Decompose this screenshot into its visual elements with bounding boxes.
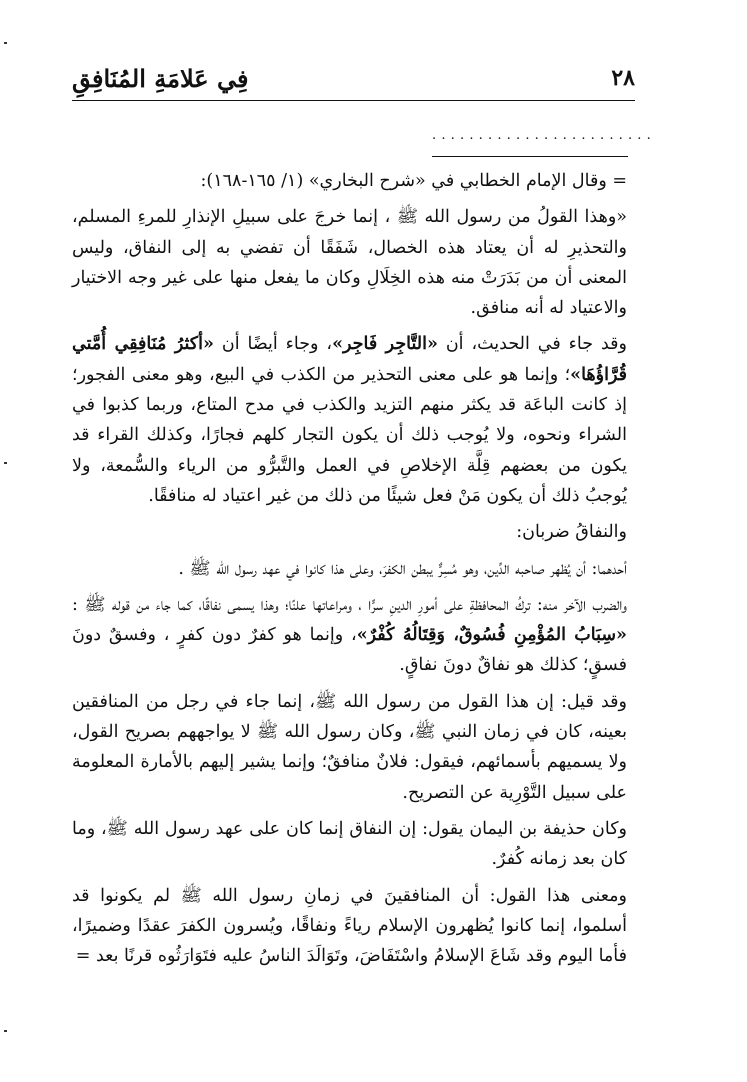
- text-segment: ومعنى هذا القول: أن المنافقينَ في زمانِ رسول الله ﷺ لم يكونوا قد أسلموا، إنما كانوا يُظهرون الإسلام رياءً ونفاقًا، ويُسرون الكفرَ عقدًا وضميرًا، فأما اليوم وقد شَاعَ الإسلامُ واسْتَفَاضَ، وتَوَالَدَ الناسُ عليه فتَوَارَثُوه قرنًا بعد =: [72, 885, 627, 967]
- text-segment: والنفاقُ ضربان:: [516, 522, 627, 543]
- quoted-hadith: «التَّاجِر فَاجِر»: [332, 334, 438, 355]
- text-segment: وقد قيل: إن هذا القول من رسول الله ﷺ، إنما جاء في رجل من المنافقين بعينه، كان في زمان النبي ﷺ، وكان رسول الله ﷺ لا يواجههم بصريح القول، ولا يسميهم بأسمائهم، فيقول: فلانٌ منافقٌ؛ وإنما يشير إليهم بالأمارة المعلومة على سبيل التَّوْرِية عن التصريح.: [72, 691, 627, 803]
- scan-mark: [4, 1030, 7, 1032]
- separator-dots: ........................: [432, 128, 656, 143]
- paragraph: [72, 881, 627, 972]
- footnote-text: [72, 166, 627, 977]
- paragraph: [72, 166, 627, 196]
- scan-mark: [4, 42, 7, 44]
- text-segment: ، وإنما هو كفرٌ دون كفرٍ ، وفسقٌ دونَ فسقٍ؛ كذلك هو نفاقٌ دونَ نفاقٍ.: [72, 625, 627, 676]
- text-segment: ؛ وإنما هو على معنى التحذير من الكذب في البيع، وهو معنى الفجور؛ إذ كانت الباعَة قد يكثر منهم التزيد والكذب في مدح المتاع، وربما كذبوا في الشراء ونحوه، ولا يُوجب ذلك أن يكون التجار كلهم فجارًا، وكذلك القراء قد يكون من بعضهم قِلَّة الإخلاصِ في العمل والتَّبرُّو من الرياء والسُّمعة، ولا يُوجبُ ذلك أن يكون مَنْ فعل شيئًا من ذلك من غير اعتياد له منافقًا.: [72, 364, 627, 506]
- text-segment: أحدهما: أن يُظهر صاحبه الدِّين، وهو مُسِرٌّ يبطن الكفرَ، وعلى هذا كانوا في عهد رسول الله ﷺ .: [178, 558, 627, 579]
- paragraph: [72, 814, 627, 875]
- text-segment: وكان حذيفة بن اليمان يقول: إن النفاق إنما كان على عهد رسول الله ﷺ، وما كان بعد زمانه كُفرٌ.: [72, 818, 627, 870]
- paragraph: [72, 590, 627, 681]
- paragraph: [72, 554, 627, 584]
- quoted-hadith: «أكثرُ مُنَافِقِي أُمَّتي قُرَّاؤُهَا»: [72, 334, 627, 385]
- paragraph: [72, 687, 627, 808]
- text-segment: والضرب الآخر منه: تركُ المحافظةِ على أمورِ الدينِ سرًّا ، ومراعاتها علنًا؛ وهذا يسمى نفاقًا، كما جاء من قوله ﷺ :: [72, 594, 627, 615]
- scan-mark: [4, 462, 7, 464]
- text-segment: ، وجاء أيضًا أن: [213, 334, 333, 355]
- text-segment: «وهذا القولُ من رسول الله ﷺ ، إنما خرجَ على سبيلِ الإنذارِ للمرءِ المسلم، والتحذيرِ له أن يعتاد هذه الخصال، شَفَقًا أن تفضي به إلى النفاق، وليس المعنى أن من بَدَرَتْ منه هذه الخِلَالِ وكان ما يفعل منها على غير وجه الاختيار والاعتياد له أنه منافق.: [72, 207, 627, 319]
- text-segment: = وقال الإمام الخطابي في «شرح البخاري» (١/ ١٦٥-١٦٨):: [200, 171, 627, 191]
- text-segment: وقد جاء في الحديث، أن: [437, 334, 627, 355]
- page-header: [72, 56, 635, 100]
- paragraph: [72, 329, 627, 511]
- footnote-divider: [432, 156, 628, 157]
- quoted-hadith: «سِبَابُ المُؤْمِنِ فُسُوقٌ، وَقِتَالُهُ كُفْرٌ»: [356, 625, 627, 646]
- page-number: ٢٨: [611, 65, 635, 91]
- header-rule: [72, 100, 635, 101]
- paragraph: [72, 202, 627, 323]
- paragraph: [72, 517, 627, 547]
- chapter-title: فِي عَلامَةِ المُنَافِقِ: [72, 63, 249, 93]
